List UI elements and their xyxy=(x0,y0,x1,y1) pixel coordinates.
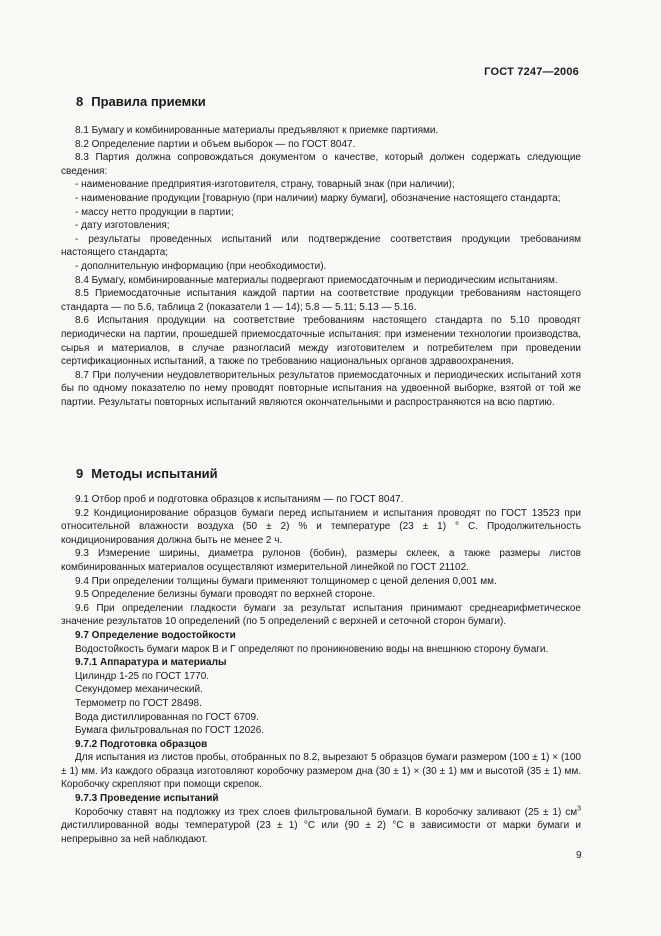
section-9-heading xyxy=(76,466,218,481)
text-run: Коробочку ставят на подложку из трех слоев фильтровальной бумаги. В коробочку заливают (25 ± 1) см xyxy=(75,806,578,818)
equipment-item: Вода дистиллированная по ГОСТ 6709. xyxy=(75,711,259,723)
page-number: 9 xyxy=(576,850,582,861)
equipment-item: Цилиндр 1-25 по ГОСТ 1770. xyxy=(75,670,210,682)
section-8-number: 8 xyxy=(76,94,84,109)
section-9-title: Методы испытаний xyxy=(91,466,218,481)
subsection-heading: 9.7.1 Аппаратура и материалы xyxy=(75,657,227,669)
section-8-body xyxy=(61,124,581,409)
list-item: - дату изготовления; xyxy=(75,220,170,232)
section-9-number: 9 xyxy=(76,466,84,481)
list-item: - наименование продукции [товарную (при наличии) марку бумаги], обозначение настоящего стандарта; xyxy=(75,192,561,204)
subsection-heading: 9.7.2 Подготовка образцов xyxy=(75,738,208,750)
list-item: - результаты проведенных испытаний или подтверждение соответствия продукции требованиям настоящего стандарта; xyxy=(61,233,581,259)
paragraph: 8.2 Определение партии и объем выборок — по ГОСТ 8047. xyxy=(75,138,356,150)
paragraph: 8.3 Партия должна сопровождаться документом о качестве, который должен содержать следующие сведения: xyxy=(61,152,581,177)
equipment-item: Термометр по ГОСТ 28498. xyxy=(75,697,202,709)
paragraph: 9.3 Измерение ширины, диаметра рулонов (бобин), размеры склеек, а также размеры листов комбинированных материалов осуществляют измерительной линейкой по ГОСТ 21102. xyxy=(61,548,581,573)
section-8-heading xyxy=(76,94,206,109)
paragraph: 9.5 Определение белизны бумаги проводят по верхней стороне. xyxy=(75,589,375,601)
paragraph xyxy=(61,806,581,847)
text-run: дистиллированной воды температурой (23 ± 1) °С или (90 ± 2) °С в зависимости от марки бумаги и непрерывно за ней наблюдают. xyxy=(61,820,581,845)
list-item: - массу нетто продукции в партии; xyxy=(75,206,234,218)
paragraph: Для испытания из листов пробы, отобранных по 8.2, вырезают 5 образцов бумаги размером (100 ± 1) × (100 ± 1) мм. Из каждого образца изготовляют коробочку размером дна (30 ± 1) × (30 ± 1) мм и высотой (35 ± 1) мм. Коробочку скрепляют при помощи скрепок. xyxy=(61,752,581,791)
paragraph: 8.4 Бумагу, комбинированные материалы подвергают приемосдаточным и периодическим испытаниям. xyxy=(75,274,558,286)
equipment-item: Бумага фильтровальная по ГОСТ 12026. xyxy=(75,725,265,737)
section-8-title: Правила приемки xyxy=(91,94,206,109)
paragraph: 8.1 Бумагу и комбинированные материалы предъявляют к приемке партиями. xyxy=(75,125,439,136)
paragraph: 8.5 Приемосдаточные испытания каждой партии на соответствие продукции требованиям настоящего стандарта — по 5.6, таблица 2 (показатели 1 — 14); 5.8 — 5.11; 5.13 — 5.16. xyxy=(61,288,581,313)
list-item: - наименование предприятия-изготовителя, страну, товарный знак (при наличии); xyxy=(75,179,455,191)
document-header: ГОСТ 7247—2006 xyxy=(484,66,579,78)
paragraph: 9.2 Кондиционирование образцов бумаги перед испытанием и испытания проводят по ГОСТ 13523 при относительной влажности воздуха (50 ± 2) % и температуре (23 ± 1) ° С. Продолжительность кондиционирования должна быть не менее 2 ч. xyxy=(61,507,581,546)
paragraph: 8.7 При получении неудовлетворительных результатов приемосдаточных и периодических испытаний хотя бы по одному показателю по нему проводят повторные испытания на удвоенной выборке, взятой от той же партии. Результаты повторных испытаний являются окончательными и распространяются на всю партию. xyxy=(61,369,581,408)
section-9-body xyxy=(61,493,581,846)
paragraph: Водостойкость бумаги марок В и Г определяют по проникновению воды на внешнюю сторону бумаги. xyxy=(75,643,549,655)
paragraph: 9.6 При определении гладкости бумаги за результат испытания принимают среднеарифметическое значение результатов 10 определений (по 5 определений с верхней и сеточной сторон бумаги). xyxy=(61,602,581,628)
list-item: - дополнительную информацию (при необходимости). xyxy=(75,260,327,272)
superscript: 3 xyxy=(577,805,581,813)
equipment-item: Секундомер механический. xyxy=(75,684,203,696)
subsection-heading: 9.7.3 Проведение испытаний xyxy=(75,793,219,805)
subsection-heading: 9.7 Определение водостойкости xyxy=(75,629,236,641)
paragraph: 9.4 При определении толщины бумаги применяют толщиномер с ценой деления 0,001 мм. xyxy=(75,575,497,587)
paragraph: 9.1 Отбор проб и подготовка образцов к испытаниям — по ГОСТ 8047. xyxy=(75,494,404,505)
paragraph: 8.6 Испытания продукции на соответствие требованиям настоящего стандарта по 5.10 проводят периодически на партии, прошедшей приемосдаточные испытания: при изменении технологии производства, сырья и материалов, в случае разногласий между изготовителем и потребителем при проведении сертификационных испытаний, а также по требованию национальных органов здравоохранения. xyxy=(61,315,581,368)
